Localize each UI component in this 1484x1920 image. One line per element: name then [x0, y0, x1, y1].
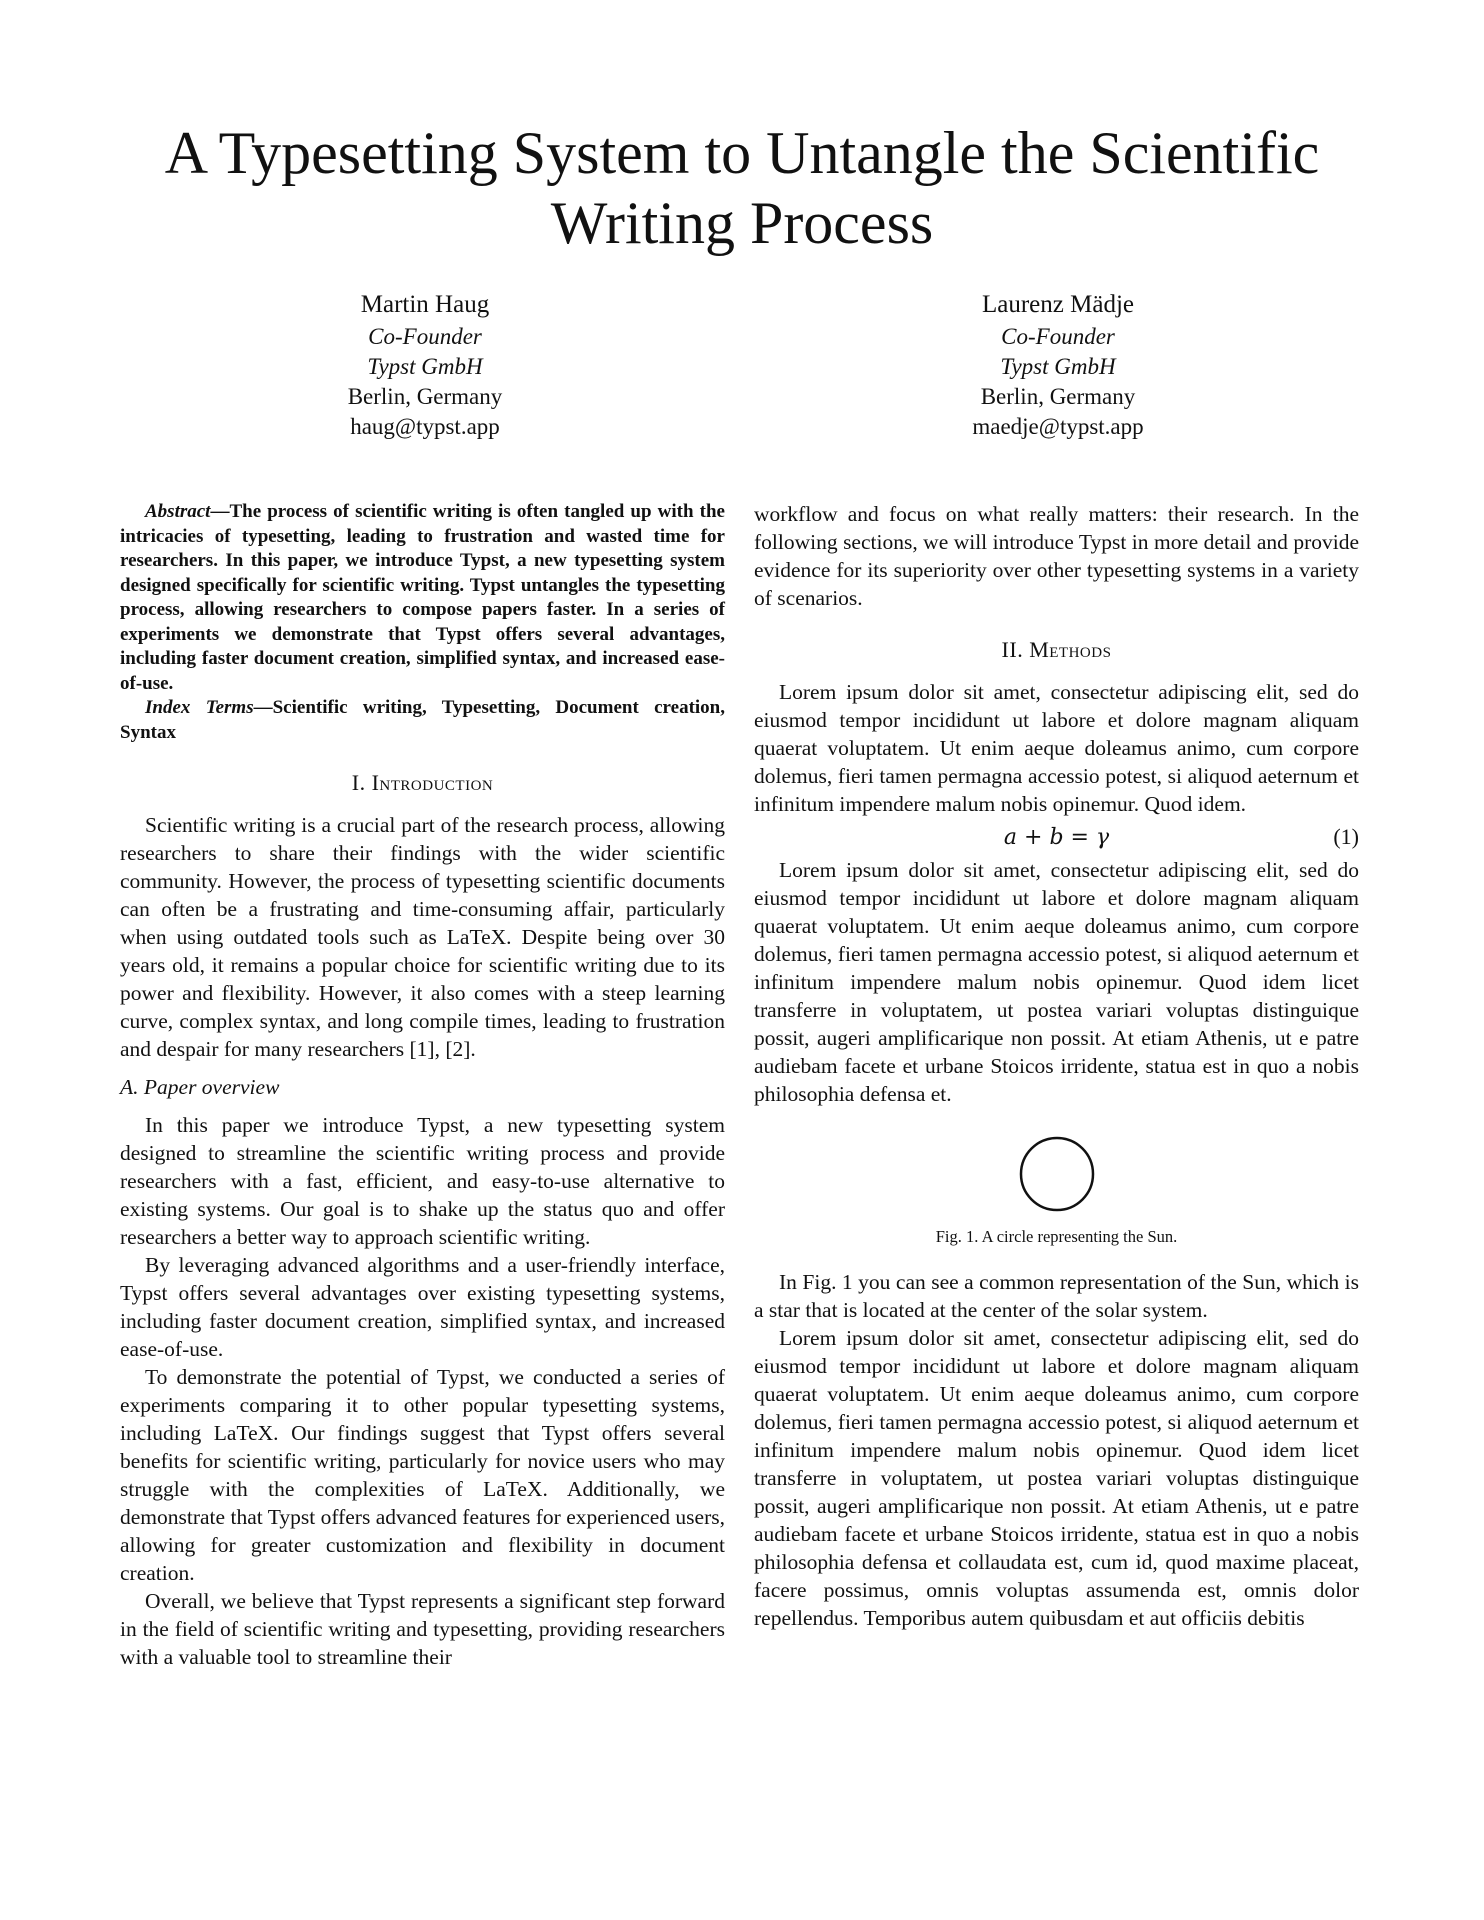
equation-expression: a + b = γ — [1003, 825, 1110, 850]
sun-circle-icon — [1017, 1134, 1097, 1214]
author-block-2 — [848, 288, 1268, 442]
abstract-label: Abstract — [145, 501, 211, 522]
right-column — [754, 500, 1359, 1632]
index-terms — [120, 696, 725, 745]
paragraph: In this paper we introduce Typst, a new typesetting system designed to streamline the scientific writing process and provide researchers with a fast, efficient, and easy-to-use alternative to existing systems. Our goal is to shake up the status quo and offer researchers a better way to approach scientific writing. — [120, 1113, 725, 1249]
paragraph: To demonstrate the potential of Typst, we conducted a series of experiments comparing it to other popular typesetting systems, including LaTeX. Our findings suggest that Typst offers several benefits for scientific writing, particularly for novice users who may struggle with the complexities of LaTeX. Additionally, we demonstrate that Typst offers advanced features for experienced users, allowing for greater customization and flexibility in document creation. — [120, 1365, 725, 1585]
abstract — [120, 500, 725, 696]
figure-caption: Fig. 1. A circle representing the Sun. — [935, 1227, 1178, 1246]
equation-number: (1) — [1333, 824, 1359, 849]
paragraph: By leveraging advanced algorithms and a user-friendly interface, Typst offers several advantages over existing typesetting systems, including faster document creation, simplified syntax, and increased ease-of-use. — [120, 1253, 725, 1361]
paragraph: In Fig. 1 you can see a common representation of the Sun, which is a star that is located at the center of the solar system. — [754, 1270, 1359, 1322]
sun-circle — [1021, 1138, 1093, 1210]
author-block-1 — [215, 288, 635, 442]
paragraph: Lorem ipsum dolor sit amet, consectetur adipiscing elit, sed do eiusmod tempor incididunt ut labore et dolore magnam aliquam quaerat voluptatem. Ut enim aeque doleamus animo, cum corpore dolemus, fieri tamen permagna accessio potest, si aliquod aeternum et infinitum impendere malum nobis opinemur. Quod idem licet transferre in voluptatem, ut postea variari voluptas distinguique possit, augeri amplificarique non possit. At etiam Athenis, ut e patre audiebam facete et urbane Stoicos irridente, statua est in quo a nobis philosophia defensa et collaudata est, cum id, quod maxime placeat, facere possimus, omnis voluptas assumenda est, omnis dolor repellendus. Temporibus autem quibusdam et aut officiis debitis — [754, 1326, 1359, 1630]
author-role: Co-Founder — [368, 324, 482, 349]
subsection-label: A. — [120, 1075, 139, 1099]
paragraph: Lorem ipsum dolor sit amet, consectetur adipiscing elit, sed do eiusmod tempor incididunt ut labore et dolore magnam aliquam quaerat voluptatem. Ut enim aeque doleamus animo, cum corpore dolemus, fieri tamen permagna accessio potest, si aliquod aeternum et infinitum impendere malum nobis opinemur. Quod idem. — [754, 680, 1359, 816]
abstract-text: —The process of scientific writing is often tangled up with the intricacies of typesetting, leading to frustration and wasted time for researchers. In this paper, we introduce Typst, a new typesetting system designed specifically for scientific writing. Typst untangles the typesetting process, allowing researchers to compose papers faster. In a series of experiments we demonstrate that Typst offers several advantages, including faster document creation, simplified syntax, and increased ease-of-use. — [120, 501, 725, 694]
author-name: Martin Haug — [360, 291, 490, 318]
section-numeral: I. — [351, 770, 366, 795]
author-email: haug@typst.app — [350, 414, 500, 439]
paragraph-continued: workflow and focus on what really matters: their research. In the following sections, we will introduce Typst in more detail and provide evidence for its superiority over other typesetting systems in a variety of scenarios. — [754, 502, 1359, 610]
author-email: maedje@typst.app — [972, 414, 1144, 439]
figure-1 — [754, 1134, 1359, 1248]
paragraph: Overall, we believe that Typst represents a significant step forward in the field of scientific writing and typesetting, providing researchers with a valuable tool to streamline their — [120, 1589, 725, 1669]
author-organization: Typst GmbH — [367, 354, 483, 379]
paragraph: Scientific writing is a crucial part of the research process, allowing researchers to share their findings with the wider scientific community. However, the process of typesetting scientific documents can often be a frustrating and time-consuming affair, particularly when using outdated tools such as LaTeX. Despite being over 30 years old, it remains a popular choice for scientific writing due to its power and flexibility. However, it also comes with a steep learning curve, complex syntax, and long compile times, leading to frustration and despair for many researchers [1], [2]. — [120, 813, 725, 1061]
author-role: Co-Founder — [1001, 324, 1115, 349]
author-name: Laurenz Mädje — [981, 291, 1134, 318]
equation — [754, 822, 1359, 852]
paper-title: A Typesetting System to Untangle the Scientific Writing Process — [164, 120, 1320, 256]
author-organization: Typst GmbH — [1000, 354, 1116, 379]
section-numeral: II. — [1001, 637, 1024, 662]
author-location: Berlin, Germany — [347, 384, 503, 409]
author-location: Berlin, Germany — [980, 384, 1136, 409]
subsection-title: Paper overview — [143, 1075, 280, 1099]
section-title: Introduction — [371, 770, 494, 795]
paragraph: Lorem ipsum dolor sit amet, consectetur adipiscing elit, sed do eiusmod tempor incididunt ut labore et dolore magnam aliquam quaerat voluptatem. Ut enim aeque doleamus animo, cum corpore dolemus, fieri tamen permagna accessio potest, si aliquod aeternum et infinitum impendere malum nobis opinemur. Quod idem licet transferre in voluptatem, ut postea variari voluptas distinguique possit, augeri amplificarique non possit. At etiam Athenis, ut e patre audiebam facete et urbane Stoicos irridente, statua est in quo a nobis philosophia defensa et. — [754, 858, 1359, 1106]
left-column — [120, 500, 725, 1671]
section-heading-methods — [754, 636, 1359, 664]
section-title: Methods — [1029, 637, 1112, 662]
index-terms-label: Index Terms — [145, 697, 254, 718]
section-heading-introduction — [120, 769, 725, 797]
subsection-heading-paper-overview — [120, 1073, 725, 1101]
index-terms-text: —Scientific writing, Typesetting, Document creation, Syntax — [120, 697, 726, 743]
